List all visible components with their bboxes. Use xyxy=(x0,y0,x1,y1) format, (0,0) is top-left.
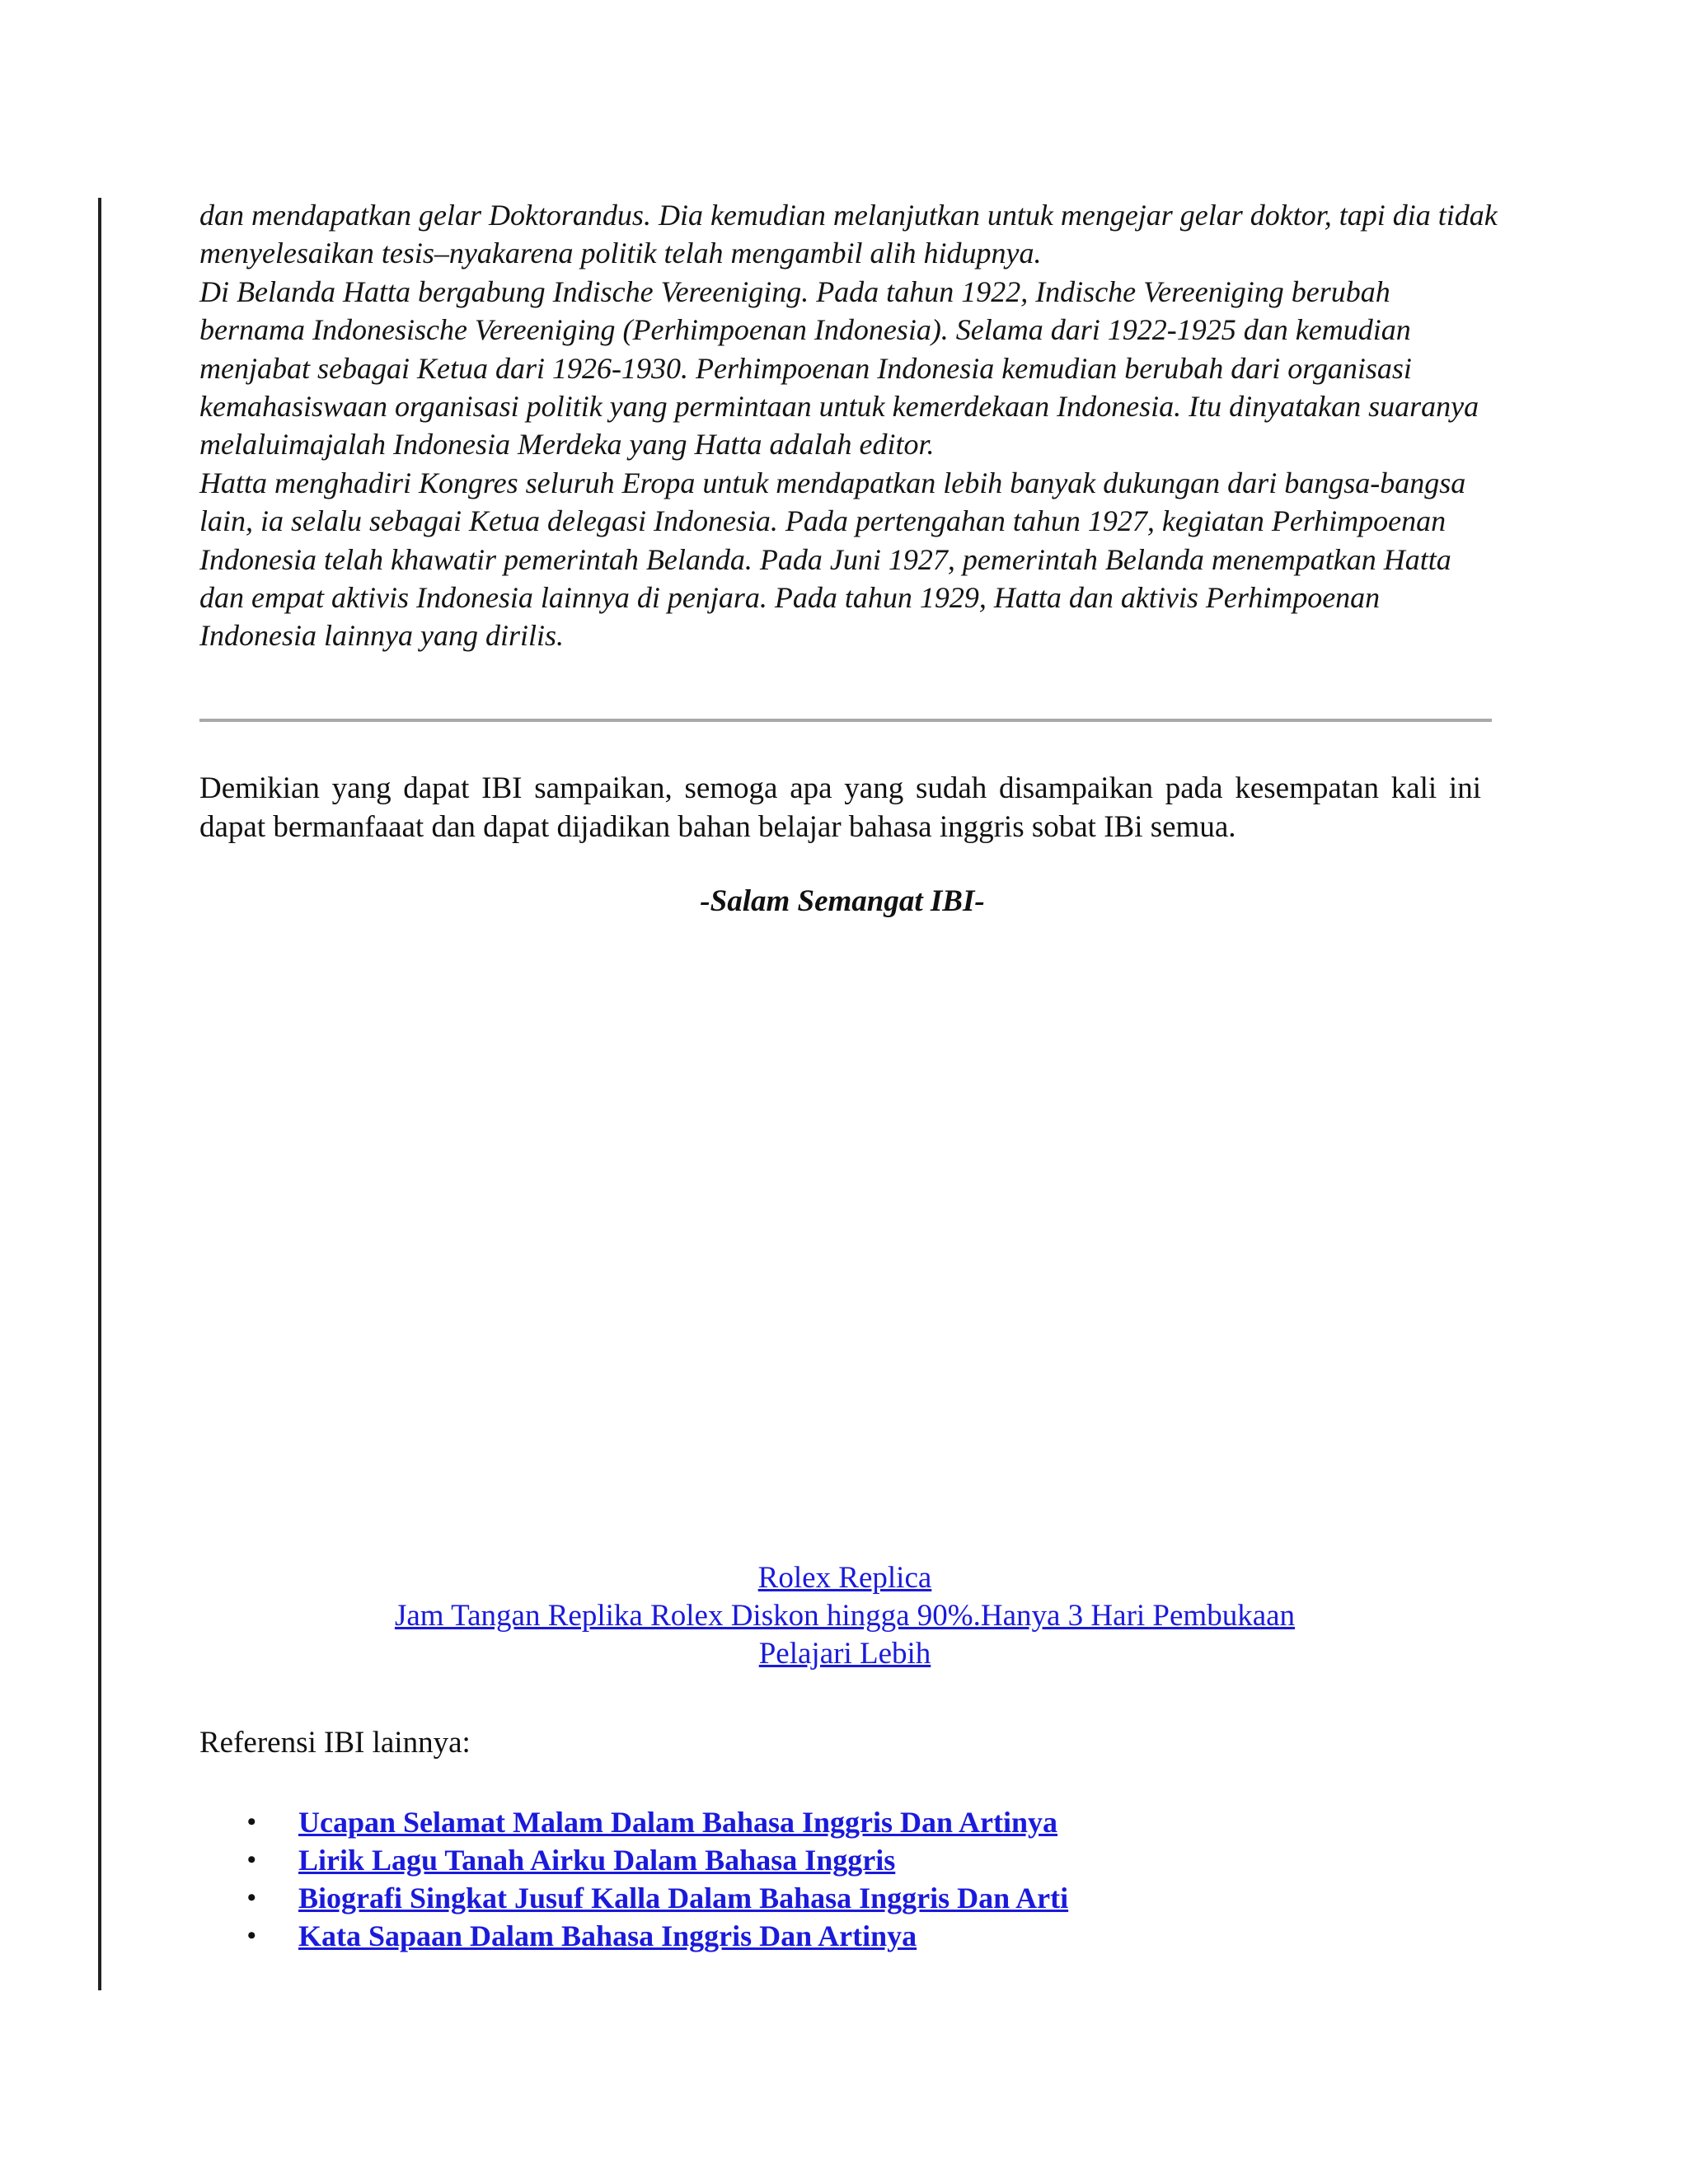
ad-banner xyxy=(338,1559,1352,1673)
references-label: Referensi IBI lainnya: xyxy=(199,1726,471,1760)
signoff-text: -Salam Semangat IBI- xyxy=(700,884,985,918)
biography-paragraph: Di Belanda Hatta bergabung Indische Vereeniging. Pada tahun 1922, Indische Vereeniging berubah bernama Indonesische Vereeniging (Perhimpoenan Indonesia). Selama dari 1922-1925 dan kemudian menjabat sebagai Ketua dari 1926-1930. Perhimpoenan Indonesia kemudian berubah dari organisasi kemahasiswaan organisasi politik yang permintaan untuk kemerdekaan Indonesia. Itu dinyatakan suaranya melaluimajalah Indonesia Merdeka yang Hatta adalah editor. xyxy=(199,274,1479,462)
bullet-icon: • xyxy=(247,1922,256,1949)
list-item xyxy=(199,1803,1068,1841)
references-list xyxy=(199,1803,1068,1955)
reference-link[interactable]: Biografi Singkat Jusuf Kalla Dalam Bahasa Inggris Dan Arti xyxy=(298,1882,1069,1915)
biography-paragraph: Hatta menghadiri Kongres seluruh Eropa untuk mendapatkan lebih banyak dukungan dari bangsa-bangsa lain, ia selalu sebagai Ketua delegasi Indonesia. Pada pertengahan tahun 1927, kegiatan Perhimpoenan Indonesia telah khawatir pemerintah Belanda. Pada Juni 1927, pemerintah Belanda menempatkan Hatta dan empat aktivis Indonesia lainnya di penjara. Pada tahun 1929, Hatta dan aktivis Perhimpoenan Indonesia lainnya yang dirilis. xyxy=(199,466,1466,653)
reference-link[interactable]: Ucapan Selamat Malam Dalam Bahasa Inggris Dan Artinya xyxy=(298,1806,1058,1839)
ad-description-link[interactable]: Jam Tangan Replika Rolex Diskon hingga 90%.Hanya 3 Hari Pembukaan xyxy=(394,1599,1296,1633)
biography-text xyxy=(199,196,1502,655)
list-item xyxy=(199,1841,1068,1879)
biography-paragraph: dan mendapatkan gelar Doktorandus. Dia kemudian melanjutkan untuk mengejar gelar doktor, tapi dia tidak menyelesaikan tesis–nyakarena politik telah mengambil alih hidupnya. xyxy=(199,199,1498,270)
ad-title-link[interactable]: Rolex Replica xyxy=(757,1561,932,1595)
closing-paragraph: Demikian yang dapat IBI sampaikan, semoga apa yang sudah disampaikan pada kesempatan kali ini dapat bermanfaaat dan dapat dijadikan bahan belajar bahasa inggris sobat IBi semua. xyxy=(199,771,1481,844)
ad-cta-link[interactable]: Pelajari Lebih xyxy=(758,1637,931,1671)
biography-section xyxy=(199,196,1502,655)
bullet-icon: • xyxy=(247,1846,256,1873)
reference-link[interactable]: Lirik Lagu Tanah Airku Dalam Bahasa Inggris xyxy=(298,1844,896,1877)
horizontal-divider xyxy=(199,719,1492,722)
bullet-icon: • xyxy=(247,1808,256,1835)
list-item xyxy=(199,1917,1068,1955)
reference-link[interactable]: Kata Sapaan Dalam Bahasa Inggris Dan Artinya xyxy=(298,1919,917,1952)
bullet-icon: • xyxy=(247,1884,256,1911)
left-margin-bar xyxy=(98,198,101,1990)
list-item xyxy=(199,1879,1068,1917)
